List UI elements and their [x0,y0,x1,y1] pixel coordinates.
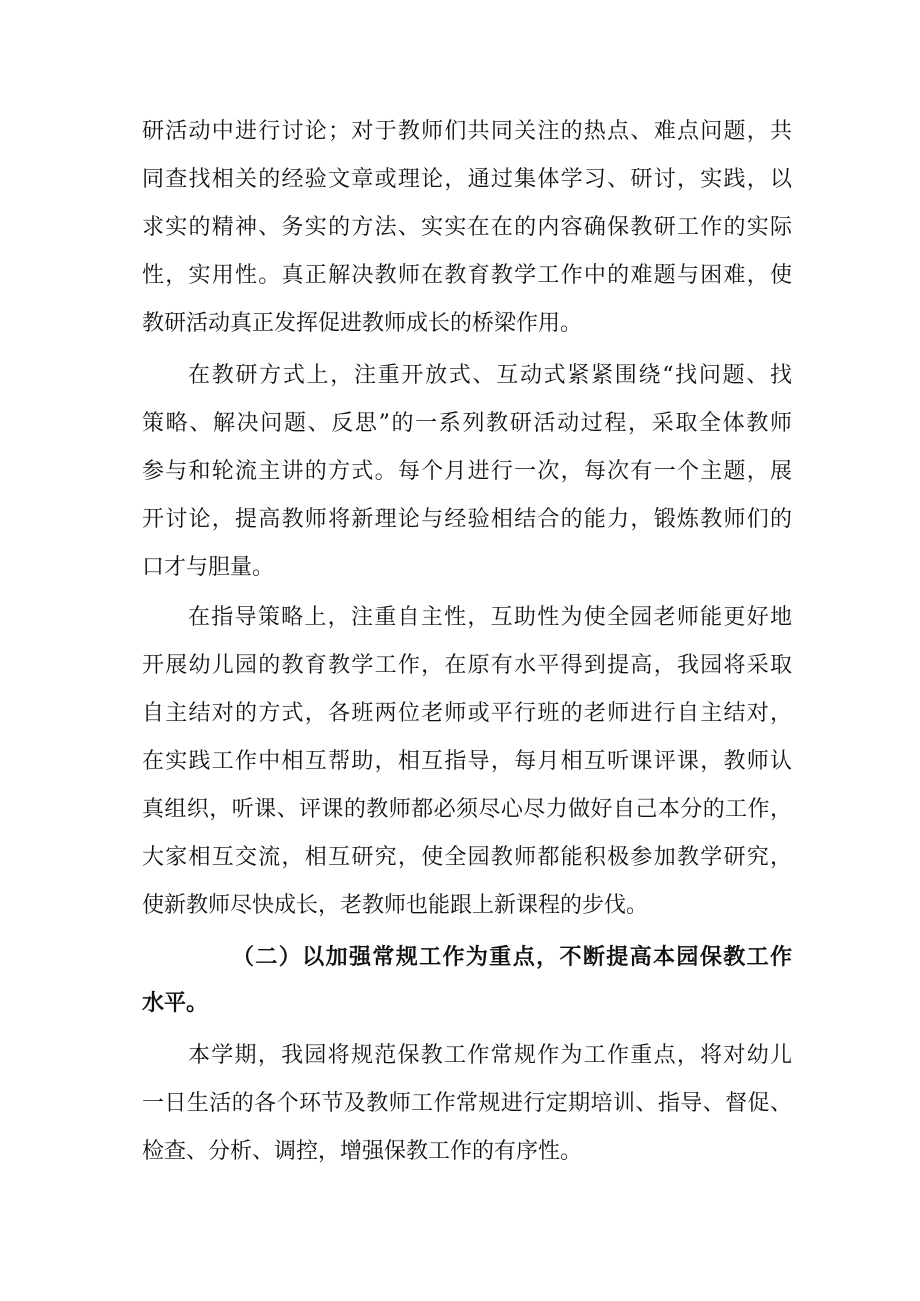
paragraph-line: 研活动中进行讨论；对于教师们共同关注的热点、难点问题，共 [142,119,792,144]
paragraph-line: 参与和轮流主讲的方式。每个月进行一次，每次有一个主题，展 [142,459,792,484]
paragraph-line: 大家相互交流，相互研究，使全园教师都能积极参加教学研究， [142,845,792,870]
paragraph-line: 同查找相关的经验文章或理论，通过集体学习、研讨，实践，以 [142,167,792,192]
paragraph-line: 策略、解决问题、反思”的一系列教研活动过程，采取全体教师 [142,411,792,436]
paragraph-line: 自主结对的方式，各班两位老师或平行班的老师进行自主结对， [142,701,792,726]
paragraph-line: 性，实用性。真正解决教师在教育教学工作中的难题与困难，使 [142,263,792,288]
paragraph-line: 在实践工作中相互帮助，相互指导，每月相互听课评课，教师认 [142,749,792,774]
paragraph-line: 口才与胆量。 [142,555,275,580]
paragraph-line: 真组织，听课、评课的教师都必须尽心尽力做好自己本分的工作， [142,797,792,822]
section-heading: （二）以加强常规工作为重点，不断提高本园保教工作 [232,945,792,970]
paragraph-line: 检查、分析、调控，增强保教工作的有序性。 [142,1139,583,1164]
paragraph-line: 一日生活的各个环节及教师工作常规进行定期培训、指导、督促、 [142,1091,792,1116]
paragraph-line: 教研活动真正发挥促进教师成长的桥梁作用。 [142,311,583,336]
paragraph-line: 开展幼儿园的教育教学工作，在原有水平得到提高，我园将采取 [142,653,792,678]
section-heading-continued: 水平。 [142,991,209,1016]
paragraph-line: 开讨论，提高教师将新理论与经验相结合的能力，锻炼教师们的 [142,507,792,532]
paragraph-line: 求实的精神、务实的方法、实实在在的内容确保教研工作的实际 [142,215,792,240]
paragraph-line: 在指导策略上，注重自主性，互助性为使全园老师能更好地 [188,605,792,630]
paragraph-line: 在教研方式上，注重开放式、互动式紧紧围绕“找问题、找 [188,363,792,388]
paragraph-line: 使新教师尽快成长，老教师也能跟上新课程的步伐。 [142,893,649,918]
paragraph-line: 本学期，我园将规范保教工作常规作为工作重点，将对幼儿 [188,1043,792,1068]
